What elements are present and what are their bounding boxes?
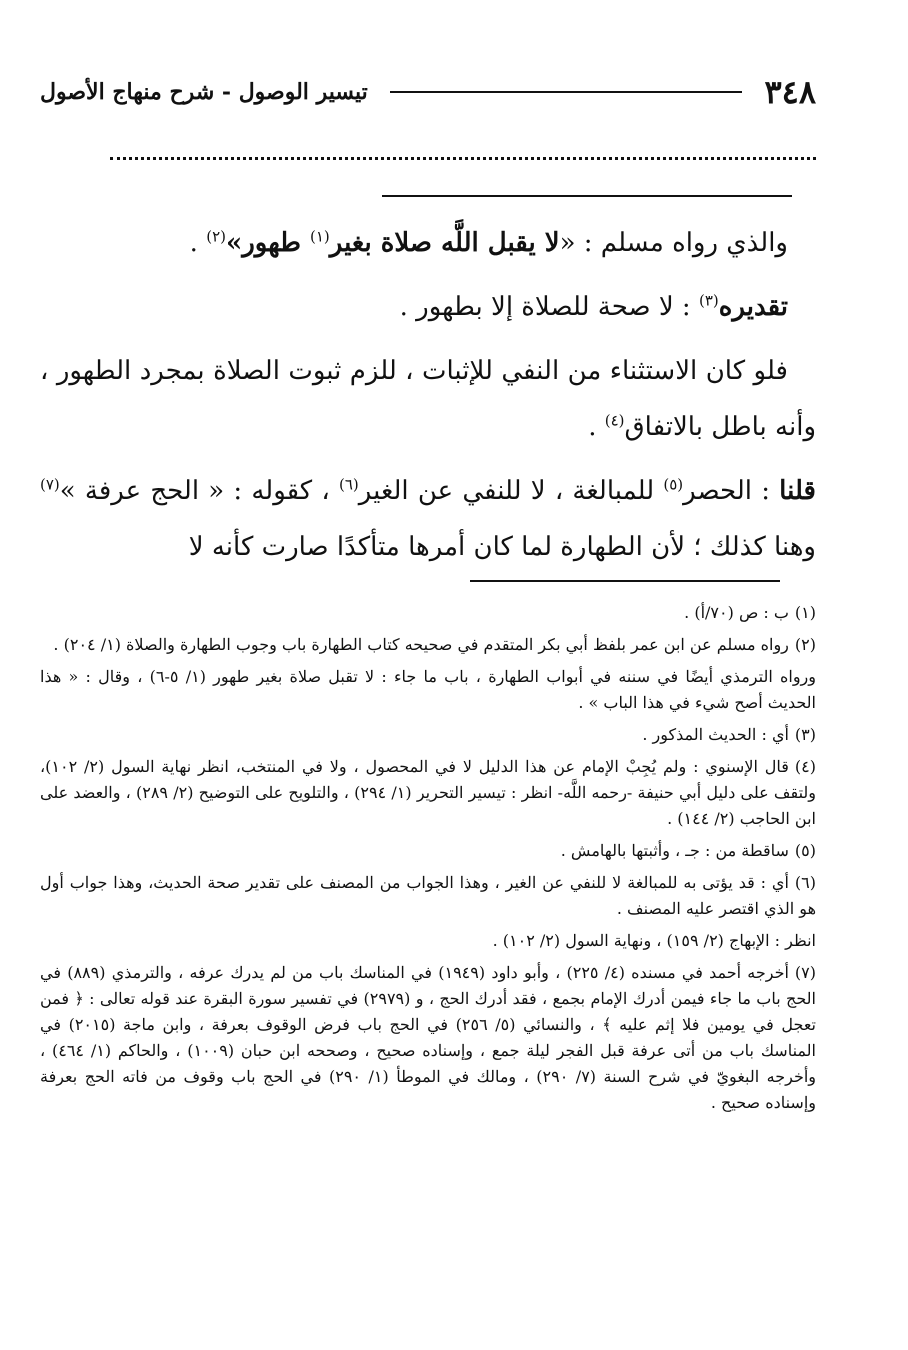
footnote-text: قال الإسنوي : ولم يُجِبْ الإمام عن هذا الدليل لا في المحصول ، ولا في المنتخب، انظر نهاية السول (٢/ ١٠٢)، ولتقف على دليل أبي حنيفة -رحمه اللَّه- انظر : تيسير التحرير (١/ ٢٩٤) ، والتلويح على التوضيح (٢/ ٢٨٩) ، والعضد على ابن الحاجب (٢/ ١٤٤) . bbox=[40, 757, 816, 828]
footnote-ref-7: (٧) bbox=[40, 475, 60, 494]
p1-intro: والذي رواه مسلم : « bbox=[559, 228, 788, 258]
running-title: تيسير الوصول - شرح منهاج الأصول bbox=[40, 79, 368, 105]
footnote-text: ورواه الترمذي أيضًا في سننه في أبواب الطهارة ، باب ما جاء : لا تقبل صلاة بغير طهور (١/ ٥-٦) ، وقال : « هذا الحديث أصح شيء في هذا الباب » . bbox=[40, 667, 816, 712]
footnote-text: أخرجه أحمد في مسنده (٤/ ٢٢٥) ، وأبو داود (١٩٤٩) في المناسك باب من لم يدرك عرفه ، والترمذي (٨٨٩) في الحج باب ما جاء فيمن أدرك الإمام بجمع ، فقد أدرك الحج ، و (٢٩٧٩) في تفسير سورة البقرة عند قوله تعالى : ﴿ فمن تعجل في يومين فلا إثم عليه ﴾ ، والنسائي (٥/ ٢٥٦) في الحج باب فرض الوقوف بعرفة ، وابن ماجة (٢٠١٥) في المناسك باب من أتى عرفة قبل الفجر ليلة جمع ، وإسناده صحيح ، وصححه ابن حبان (١٠٠٩) ، والحاكم (١/ ٤٦٤) ، وأخرجه البغويّ في شرح السنة (٧/ ٢٩٠) ، ومالك في الموطأ (١/ ٢٩٠) في الحج باب وقوف من فاته الحج بعرفة وإسناده صحيح . bbox=[40, 963, 817, 1112]
footnote-ref-1: (١) bbox=[309, 227, 330, 246]
footnote-ref-3: (٣) bbox=[698, 291, 719, 310]
footnote-number: (٥) bbox=[794, 841, 816, 860]
page-number: ٣٤٨ bbox=[764, 73, 816, 111]
footnote-ref-5: (٥) bbox=[663, 475, 684, 494]
p3-text: فلو كان الاستثناء من النفي للإثبات ، للزم ثبوت الصلاة بمجرد الطهور ، وأنه باطل بالاتفاق bbox=[40, 356, 816, 442]
footnote-text: أي : قد يؤتى به للمبالغة لا للنفي عن الغير ، وهذا الجواب من المصنف على تقدير صحة الحديث، وهذا جواب أول هو الذي اقتصر عليه المصنف . bbox=[40, 873, 816, 918]
footnote-number: (٧) bbox=[794, 963, 816, 982]
p3-end: . bbox=[588, 412, 605, 442]
footnote-text: رواه مسلم عن ابن عمر بلفظ أبي بكر المتقدم في صحيحه كتاب الطهارة باب وجوب الطهارة والصلاة (١/ ٢٠٤) . bbox=[53, 635, 789, 654]
dotted-separator bbox=[110, 157, 816, 160]
p1-hadith: لا يقبل اللَّه صلاة بغير bbox=[329, 228, 560, 258]
footnote-text: ب : ص (٧٠/أ) . bbox=[684, 603, 789, 622]
footnote-3 bbox=[40, 722, 816, 748]
footnote-ref-2: (٢) bbox=[206, 227, 226, 246]
footnote-number: (١) bbox=[794, 603, 816, 622]
footnote-rule bbox=[470, 580, 780, 582]
footnote-6-continued bbox=[40, 928, 816, 954]
footnote-ref-6: (٦) bbox=[338, 475, 359, 494]
p4-d: وهنا كذلك ؛ لأن الطهارة لما كان أمرها متأكدًا صارت كأنه لا bbox=[188, 532, 816, 562]
footnote-5 bbox=[40, 838, 816, 864]
footnotes bbox=[40, 600, 816, 1122]
footnote-text: انظر : الإبهاج (٢/ ١٥٩) ، ونهاية السول (٢/ ١٠٢) . bbox=[492, 931, 816, 950]
footnote-2-continued bbox=[40, 664, 816, 716]
footnote-2 bbox=[40, 632, 816, 658]
p2-text: : لا صحة للصلاة إلا بطهور . bbox=[399, 292, 699, 322]
section-rule bbox=[382, 195, 792, 197]
paragraph-3 bbox=[40, 343, 816, 455]
page-header bbox=[40, 70, 816, 114]
footnote-number: (٤) bbox=[794, 757, 816, 776]
footnote-4 bbox=[40, 754, 816, 832]
p1-hadith-end: طهور» bbox=[225, 228, 310, 258]
footnote-ref-4: (٤) bbox=[604, 411, 625, 430]
paragraph-1 bbox=[40, 215, 816, 271]
p2-label: تقديره bbox=[718, 292, 788, 322]
footnote-number: (٣) bbox=[794, 725, 816, 744]
main-text bbox=[40, 215, 816, 583]
p4-c: ، كقوله : « الحج عرفة » bbox=[59, 476, 339, 506]
footnote-number: (٢) bbox=[794, 635, 816, 654]
footnote-text: أي : الحديث المذكور . bbox=[642, 725, 789, 744]
paragraph-4 bbox=[40, 463, 816, 575]
p1-end: . bbox=[189, 228, 207, 258]
header-rule bbox=[390, 91, 743, 93]
footnote-1 bbox=[40, 600, 816, 626]
p4-label: قلنا bbox=[779, 476, 816, 506]
footnote-7 bbox=[40, 960, 816, 1116]
footnote-text: ساقطة من : جـ ، وأثبتها بالهامش . bbox=[560, 841, 789, 860]
footnote-6 bbox=[40, 870, 816, 922]
p4-a: : الحصر bbox=[683, 476, 780, 506]
p4-b: للمبالغة ، لا للنفي عن الغير bbox=[358, 476, 664, 506]
paragraph-2 bbox=[40, 279, 816, 335]
footnote-number: (٦) bbox=[794, 873, 816, 892]
